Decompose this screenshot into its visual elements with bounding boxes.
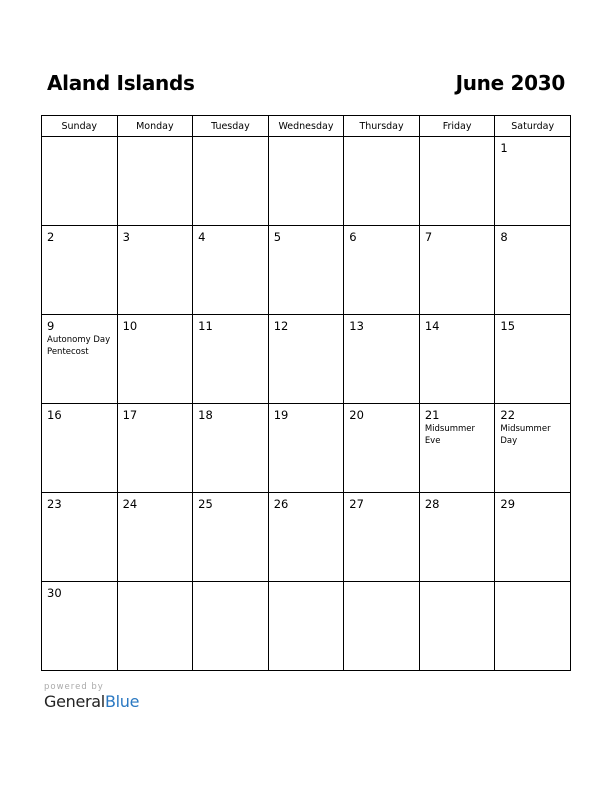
week-row	[42, 404, 571, 493]
week-row	[42, 493, 571, 582]
day-cell	[419, 493, 495, 582]
day-number: 20	[349, 408, 364, 422]
day-cell	[268, 226, 344, 315]
week-row	[42, 582, 571, 671]
weekday-header: Tuesday	[193, 116, 269, 137]
day-number: 14	[424, 319, 440, 333]
weekday-header: Monday	[117, 116, 193, 137]
day-number: 1	[500, 141, 508, 155]
day-number: 16	[47, 408, 62, 422]
day-cell	[495, 404, 571, 493]
day-cell	[268, 315, 344, 404]
day-number: 29	[500, 497, 516, 511]
day-cell	[193, 404, 269, 493]
day-number: 27	[349, 497, 364, 511]
day-cell	[495, 226, 571, 315]
day-number: 8	[500, 230, 508, 244]
day-cell	[495, 582, 571, 671]
day-cell	[419, 315, 495, 404]
day-number: 22	[500, 408, 516, 422]
weekday-header: Saturday	[495, 116, 571, 137]
day-cell	[42, 226, 118, 315]
day-cell	[117, 493, 193, 582]
holiday-label: Midsummer Day	[500, 424, 551, 446]
day-cell	[42, 404, 118, 493]
day-cell	[495, 137, 571, 226]
day-number: 30	[47, 586, 62, 600]
day-cell	[344, 315, 420, 404]
day-number: 9	[47, 319, 55, 333]
weekday-header: Friday	[419, 116, 495, 137]
day-cell	[268, 404, 344, 493]
day-number: 4	[198, 230, 206, 244]
day-cell	[193, 226, 269, 315]
day-cell	[419, 404, 495, 493]
day-number: 6	[349, 230, 357, 244]
day-cell	[117, 404, 193, 493]
day-cell	[344, 493, 420, 582]
powered-by-text: powered by	[44, 682, 104, 692]
day-number: 17	[122, 408, 138, 422]
week-row	[42, 315, 571, 404]
day-cell	[42, 315, 118, 404]
day-cell	[193, 582, 269, 671]
holiday-label: Autonomy Day Pentecost	[47, 335, 111, 357]
day-cell	[42, 493, 118, 582]
day-cell	[344, 137, 420, 226]
weekday-header: Thursday	[344, 116, 420, 137]
day-number: 26	[273, 497, 289, 511]
day-number: 23	[47, 497, 62, 511]
day-number: 12	[273, 319, 289, 333]
country-title: Aland Islands	[47, 71, 195, 95]
day-number: 11	[198, 319, 213, 333]
weekday-header: Sunday	[42, 116, 118, 137]
day-cell	[193, 137, 269, 226]
day-number: 18	[198, 408, 213, 422]
branding	[44, 682, 139, 711]
day-number: 28	[424, 497, 440, 511]
day-number: 2	[47, 230, 55, 244]
calendar-grid	[41, 115, 571, 671]
week-row	[42, 226, 571, 315]
weekday-header: Wednesday	[268, 116, 344, 137]
day-cell	[42, 582, 118, 671]
day-cell	[193, 493, 269, 582]
day-cell	[344, 226, 420, 315]
day-cell	[193, 315, 269, 404]
day-number: 19	[273, 408, 289, 422]
generalblue-logo: GeneralBlue	[44, 692, 140, 711]
day-cell	[268, 493, 344, 582]
day-cell	[268, 137, 344, 226]
day-cell	[117, 315, 193, 404]
day-cell	[419, 226, 495, 315]
day-number: 3	[122, 230, 130, 244]
day-number: 10	[122, 319, 138, 333]
day-cell	[117, 582, 193, 671]
week-row	[42, 137, 571, 226]
day-number: 21	[424, 408, 440, 422]
day-cell	[42, 137, 118, 226]
day-number: 15	[500, 319, 516, 333]
day-number: 7	[424, 230, 433, 244]
day-cell	[495, 493, 571, 582]
day-cell	[344, 582, 420, 671]
month-title: June 2030	[455, 71, 565, 95]
day-cell	[268, 582, 344, 671]
day-cell	[117, 137, 193, 226]
day-number: 13	[349, 319, 364, 333]
day-number: 5	[273, 230, 282, 244]
day-cell	[419, 137, 495, 226]
day-number: 25	[198, 497, 213, 511]
day-cell	[419, 582, 495, 671]
weekday-header-row	[42, 116, 571, 137]
day-cell	[495, 315, 571, 404]
day-cell	[344, 404, 420, 493]
holiday-label: Midsummer Eve	[424, 424, 476, 446]
day-number: 24	[122, 497, 138, 511]
day-cell	[117, 226, 193, 315]
